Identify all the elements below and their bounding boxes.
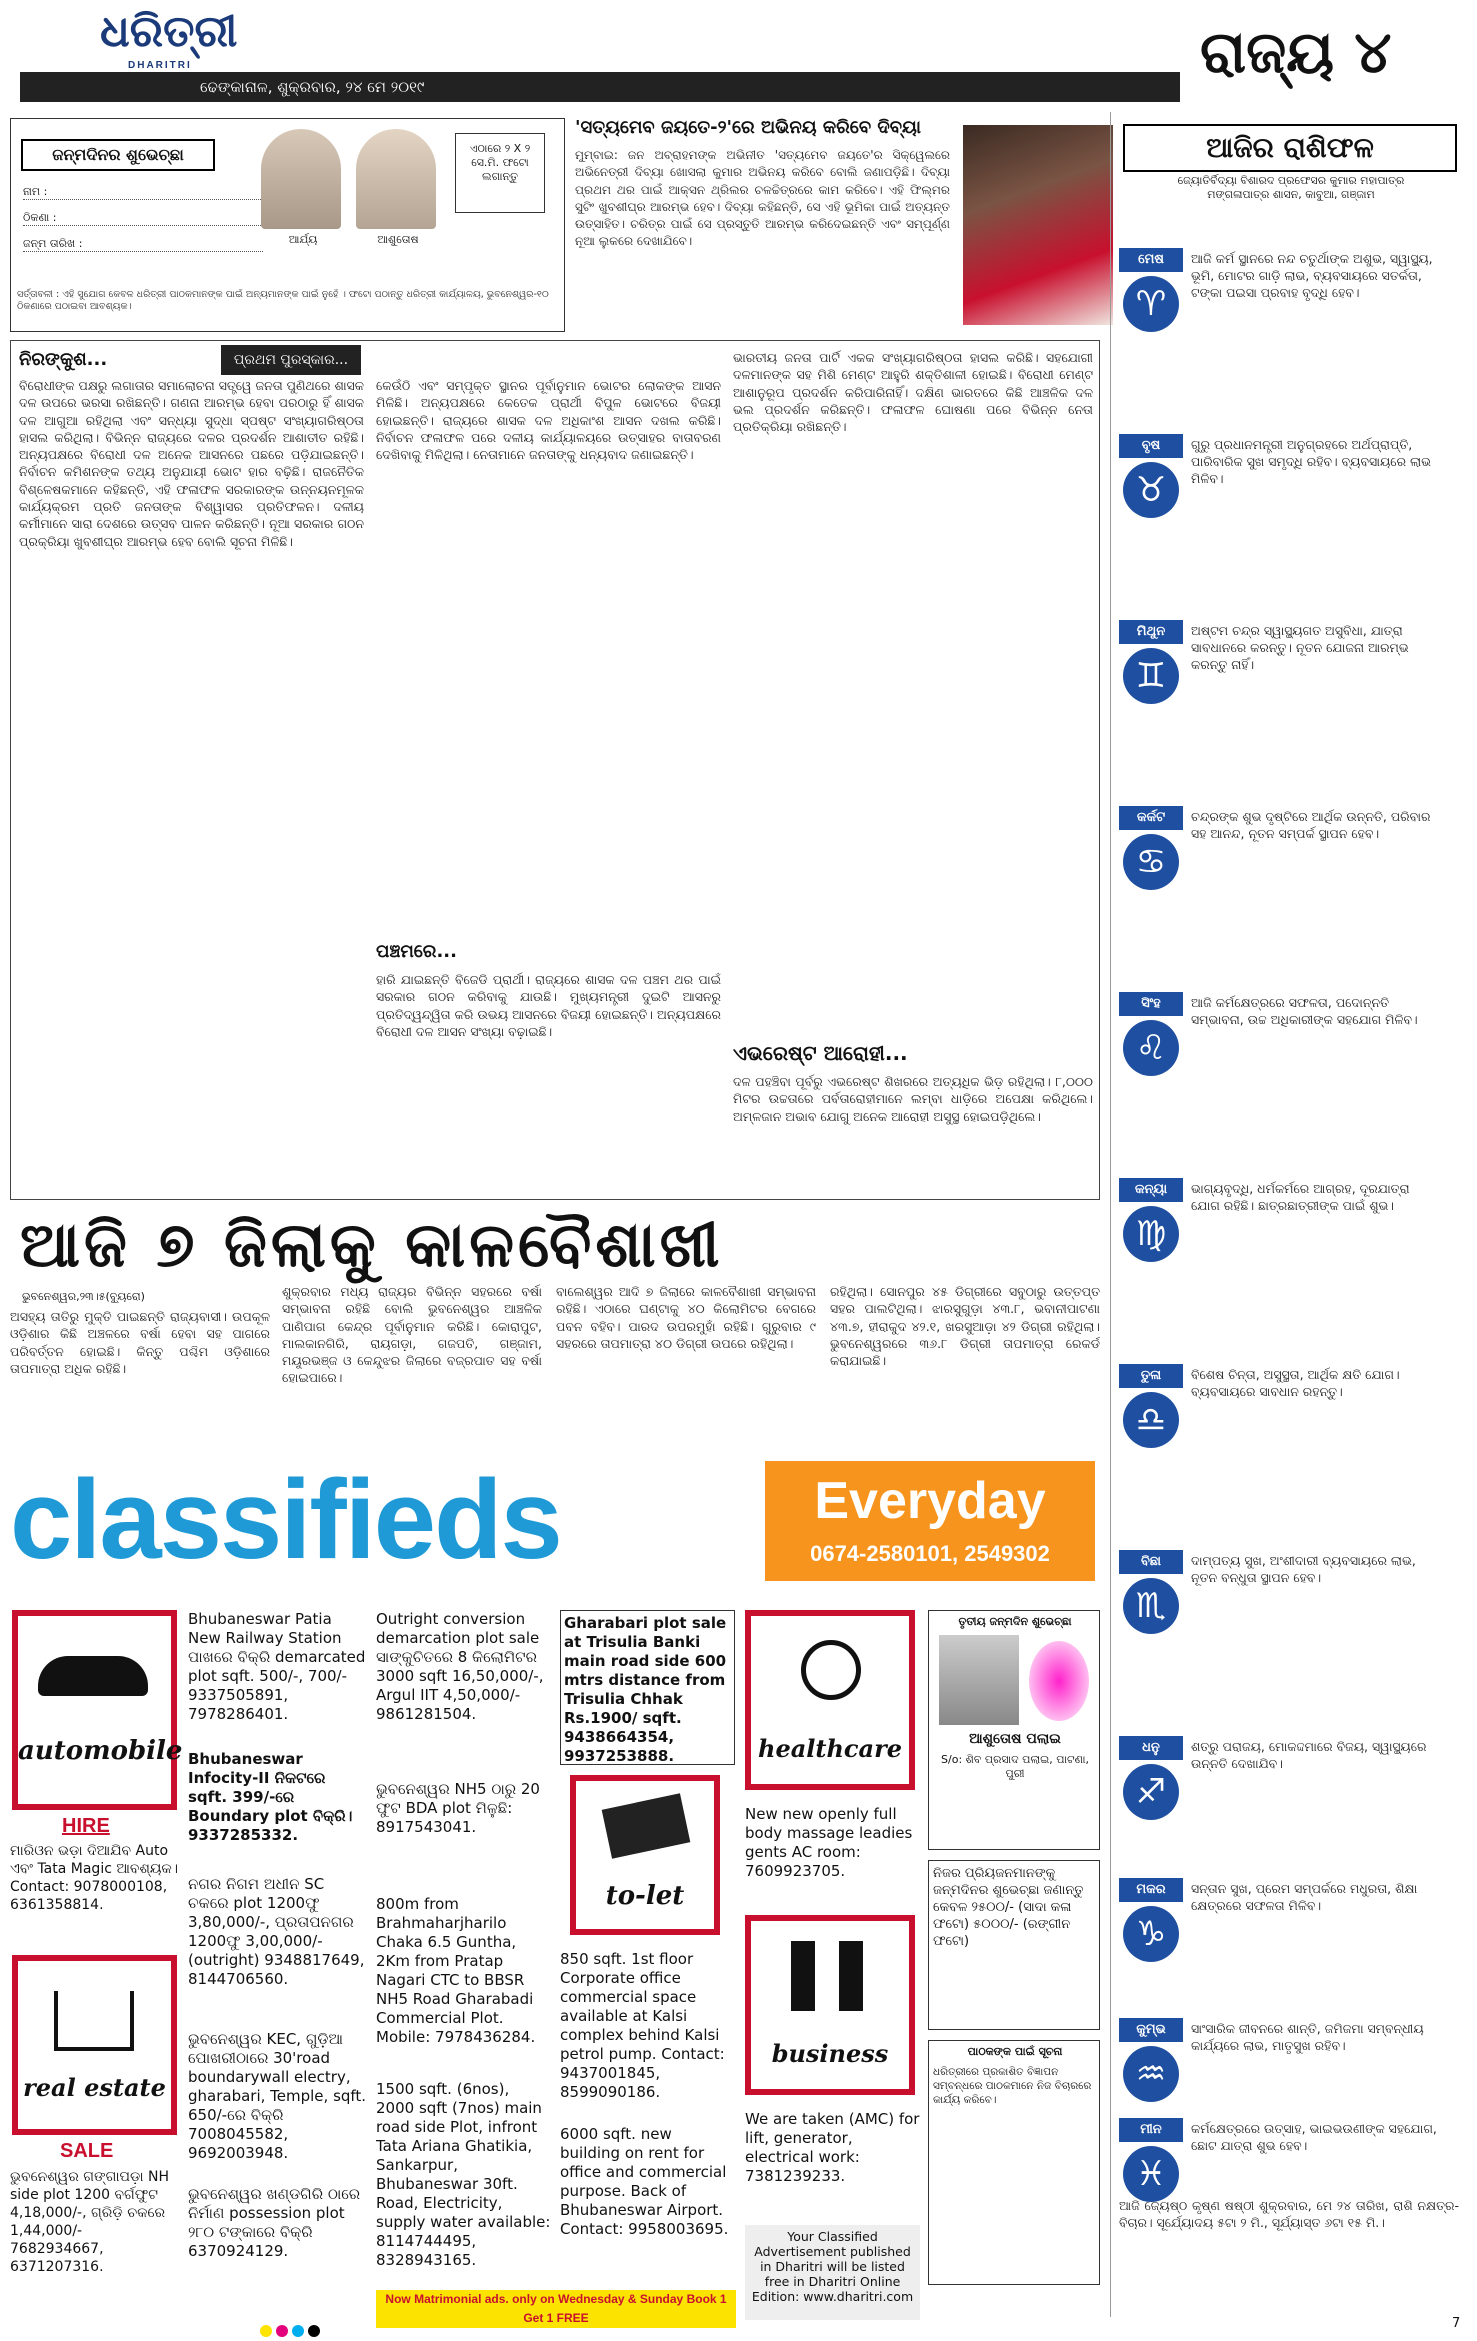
classified-ad: Gharabari plot sale at Trisulia Banki main road side 600 mtrs distance from Trisulia Chhak Rs.1900/ sqft. 9438664354, 9937253888. [560, 1610, 735, 1765]
taurus-icon: ♉ [1123, 462, 1179, 518]
flower-icon [1029, 1641, 1089, 1721]
rashi-row-kanya [1111, 1172, 1441, 1272]
rashi-text: ବିଶେଷ ଚିନ୍ତା, ଅସୁସ୍ଥତା, ଆର୍ଥିକ କ୍ଷତି ଯୋଗ। ବ୍ୟବସାୟରେ ସାବଧାନ ରହନ୍ତୁ। [1191, 1367, 1400, 1399]
reader-notice-body: ଧରିତ୍ରୀରେ ପ୍ରକାଶିତ ବିଜ୍ଞାପନ ସମ୍ବନ୍ଧରେ ପାଠକମାନେ ନିଜ ବିଚାରରେ କାର୍ଯ୍ୟ କରିବେ। [933, 2066, 1092, 2106]
rashi-row-mesha [1111, 242, 1441, 342]
birthday-wish-card [928, 1610, 1100, 1850]
classified-col-6 [928, 1610, 1100, 2290]
kid-name-2: ଆଶୁତୋଷ [377, 233, 419, 246]
sale-label: SALE [60, 2140, 114, 2162]
actress-photo [963, 125, 1113, 325]
logo-subtext: DHARITRI [128, 60, 192, 71]
business-ad: We are taken (AMC) for lift, generator, electrical work: 7381239233. [745, 2110, 920, 2185]
wish-title: ତୃତୀୟ ଜନ୍ମଦିନ ଶୁଭେଚ୍ଛା [958, 1615, 1072, 1628]
birthday-form [10, 118, 565, 332]
business-people-icon [791, 1941, 871, 2011]
aquarius-icon: ♒ [1123, 2046, 1179, 2102]
virgo-icon: ♍ [1123, 1206, 1179, 1262]
classified-col-5 [745, 1610, 920, 2304]
rashi-row-bichha [1111, 1544, 1441, 1644]
business-badge [745, 1915, 915, 2095]
rashi-name: ବୃଷ [1119, 434, 1183, 458]
healthcare-badge [745, 1610, 915, 1790]
capricorn-icon: ♑ [1123, 1906, 1179, 1962]
rashi-name: ମକର [1119, 1878, 1183, 1902]
aries-icon: ♈ [1123, 276, 1179, 332]
rashi-row-mithuna [1111, 614, 1441, 714]
rashi-row-tula [1111, 1358, 1441, 1458]
news-col-2: କେଉଁଠି ଏବଂ ସମ୍ପୃକ୍ତ ସ୍ଥାନର ପୂର୍ବାନୁମାନ ଭୋଟର ଲୋକଙ୍କ ଆସନ ମିଳିଛି। ଅନ୍ୟପକ୍ଷରେ କେତେକ ପ୍ରାର୍ଥୀ ବିପୁଳ ଭୋଟରେ ବିଜୟୀ ହୋଇଛନ୍ତି। ରାଜ୍ୟରେ ଶାସକ ଦଳ ଅଧିକାଂଶ ଆସନ ଦଖଲ କରିଛି। ନିର୍ବାଚନ ଫଳାଫଳ ପରେ ଦଳୀୟ କାର୍ଯ୍ୟାଳୟରେ ଉତ୍ସାହର ବାତାବରଣ ଦେଖିବାକୁ ମିଳିଥିଲା। ନେତାମାନେ ଜନତାଙ୍କୁ ଧନ୍ୟବାଦ ଜଣାଇଛନ୍ତି। [376, 378, 721, 463]
business-label: business [771, 2039, 889, 2068]
rashifala-title: ଆଜିର ରାଶିଫଳ [1123, 124, 1457, 172]
house-icon [54, 1991, 134, 2051]
rashi-text: ଶତ୍ରୁ ପରାଜୟ, ମୋକଦ୍ଦମାରେ ବିଜୟ, ସ୍ୱାସ୍ଥ୍ୟରେ ଉନ୍ନତି ଦେଖାଯିବ। [1191, 1739, 1427, 1771]
kid-photo-1 [261, 129, 341, 229]
classifieds-banner [10, 1455, 1100, 1585]
healthcare-ad: New new openly full body massage leadies gents AC room: 7609923705. [745, 1805, 913, 1880]
panchamare-body: ହାରି ଯାଇଛନ୍ତି ବିଜେଡି ପ୍ରାର୍ଥୀ। ରାଜ୍ୟରେ ଶାସକ ଦଳ ପଞ୍ଚମ ଥର ପାଇଁ ସରକାର ଗଠନ କରିବାକୁ ଯାଉଛି। ମୁଖ୍ୟମନ୍ତ୍ରୀ ଦୁଇଟି ଆସନରୁ ପ୍ରତିଦ୍ୱନ୍ଦ୍ୱିତା କରି ଉଭୟ ଆସନରେ ବିଜୟୀ ହୋଇଛନ୍ତି। ଅନ୍ୟପକ୍ଷରେ ବିରୋଧୀ ଦଳ ଆସନ ସଂଖ୍ୟା ବଢ଼ାଇଛି। [376, 972, 721, 1039]
rashi-name: ବିଛା [1119, 1550, 1183, 1574]
film-body: ମୁମ୍ବାଇ: ଜନ ଅବ୍ରାହମଙ୍କ ଅଭିନୀତ 'ସତ୍ୟମେବ ଜୟତେ'ର ସିକ୍ୱେଲରେ ଅଭିନେତ୍ରୀ ଦିବ୍ୟା ଖୋସଲା କୁମାର ଅଭିନୟ କରିବେ ବୋଲି ଜଣାପଡ଼ିଛି। ଦିବ୍ୟା ପ୍ରଥମ ଥର ପାଇଁ ଆକ୍ସନ ଥ୍ରିଲର ଚଳଚ୍ଚିତ୍ରରେ କାମ କରିବେ। ଏହି ଫିଲ୍ମର ସୁଟିଂ ଖୁବଶୀଘ୍ର ଆରମ୍ଭ ହେବ। ଦିବ୍ୟା କହିଛନ୍ତି, ସେ ଏହି ଭୂମିକା ପାଇଁ ଅତ୍ୟନ୍ତ ଉତ୍ସାହିତ। ଚରିତ୍ର ପାଇଁ ସେ ପ୍ରସ୍ତୁତି ଆରମ୍ଭ କରିଦେଇଛନ୍ତି ଏବଂ ସମ୍ପୂର୍ଣ୍ଣ ନୂଆ ଲୁକରେ ଦେଖାଯିବେ। [575, 148, 950, 249]
rashi-text: ଅଷ୍ଟମ ଚନ୍ଦ୍ର ସ୍ୱାସ୍ଥ୍ୟଗତ ଅସୁବିଧା, ଯାତ୍ରା ସାବଧାନରେ କରନ୍ତୁ। ନୂତନ ଯୋଜନା ଆରମ୍ଭ କରନ୍ତୁ ନାହିଁ। [1191, 623, 1409, 672]
hire-label: HIRE [62, 1815, 110, 1837]
rashi-row-karkata [1111, 800, 1441, 900]
cancer-icon: ♋ [1123, 834, 1179, 890]
kicker-everest: ଏଭରେଷ୍ଟ ଆରୋହୀ... [733, 1041, 908, 1065]
classified-ad: Outright conversion demarcation plot sale ସାଙ୍କୁଚିତରେ 8 କିଲୋମିଟର 3000 sqft 16,50,000/-, Argul IIT 4,50,000/- 9861281504. [376, 1610, 544, 1723]
rashi-text: ଦାମ୍ପତ୍ୟ ସୁଖ, ଅଂଶୀଦାରୀ ବ୍ୟବସାୟରେ ଲାଭ, ନୂତନ ବନ୍ଧୁତା ସ୍ଥାପନ ହେବ। [1191, 1553, 1416, 1585]
classified-ad: ଭୁବନେଶ୍ୱର NH5 ଠାରୁ 20 ଫୁଟ BDA plot ମିଳୁଛି: 8917543041. [376, 1780, 540, 1836]
realestate-label: real estate [23, 2073, 166, 2102]
tolet-sign-icon [602, 1793, 691, 1859]
rashifala-panel [1110, 112, 1468, 2317]
reader-notice-title: ପାଠକଙ୍କ ପାଇଁ ସୂଚନା [967, 2045, 1063, 2058]
classified-ad: Bhubaneswar Infocity-II ନିକଟରେ sqft. 399/-ରେ Boundary plot ବିକ୍ରି। 9337285332. [188, 1750, 353, 1844]
tolet-label: to-let [605, 1881, 685, 1911]
libra-icon: ♎ [1123, 1392, 1179, 1448]
weather-col-2: ଶୁକ୍ରବାର ମଧ୍ୟ ରାଜ୍ୟର ବିଭିନ୍ନ ସହରରେ ବର୍ଷା ସମ୍ଭାବନା ରହିଛି ବୋଲି ଭୁବନେଶ୍ୱର ଆଞ୍ଚଳିକ ପାଣିପାଗ କେନ୍ଦ୍ର ପୂର୍ବାନୁମାନ କରିଛି। କୋରାପୁଟ, ମାଲକାନଗିରି, ରାୟଗଡ଼ା, ଗଜପତି, ଗଞ୍ଜାମ, ମୟୂରଭଞ୍ଜ ଓ କେନ୍ଦୁଝର ଜିଲାରେ ବଜ୍ରପାତ ସହ ବର୍ଷା ହୋଇପାରେ। [282, 1284, 542, 1386]
rashi-name: ମିଥୁନ [1119, 620, 1183, 644]
news-col-3: ଭାରତୀୟ ଜନତା ପାର୍ଟି ଏକକ ସଂଖ୍ୟାଗରିଷ୍ଠତା ହାସଲ କରିଛି। ସହଯୋଗୀ ଦଳମାନଙ୍କ ସହ ମିଶି ମେଣ୍ଟ ଆହୁରି ଶକ୍ତିଶାଳୀ ହୋଇଛି। ବିରୋଧୀ ମେଣ୍ଟ ଆଶାନୁରୂପ ପ୍ରଦର୍ଶନ କରିପାରିନାହିଁ। ଦକ୍ଷିଣ ଭାରତରେ କିଛି ଆଞ୍ଚଳିକ ଦଳ ଭଲ ପ୍ରଦର୍ଶନ କରିଛନ୍ତି। ଫଳାଫଳ ଘୋଷଣା ପରେ ବିଭିନ୍ନ ନେତା ପ୍ରତିକ୍ରିୟା ରଖିଛନ୍ତି। [733, 350, 1093, 435]
classified-ad: 6000 sqft. new building on rent for office and commercial purpose. Back of Bhubaneswar Airport. Contact: 9958003695. [560, 2125, 729, 2238]
kicker-nirankusha: ନିରଙ୍କୁଶ... [19, 349, 108, 370]
classified-ad: 1500 sqft. (6nos), 2000 sqft (7nos) main road side Plot, infront Tata Ariana Ghatikia, Sankarpur, Bhubaneswar 30ft. Road, Electricity, supply water available: 8114744495, 8328943165. [376, 2080, 551, 2269]
classifieds-phone: 0674-2580101, 2549302 [810, 1541, 1050, 1566]
rashi-text: ଆଜି କର୍ମ ସ୍ଥାନରେ ନନ୍ଦ ଚତୁର୍ଥାଙ୍କ ଅଶୁଭ, ସ୍ୱାସ୍ଥ୍ୟ, ଭୂମି, ମୋଟର ଗାଡ଼ି ଲାଭ, ବ୍ୟବସାୟରେ ସତର୍କତା, ଟଙ୍କା ପଇସା ପ୍ରବାହ ବୃଦ୍ଧି ହେବ। [1191, 251, 1433, 300]
rashi-row-brusha [1111, 428, 1441, 528]
headline-dateline: ଭୁବନେଶ୍ୱର,୨୩।୫(ବ୍ୟୁରୋ) [22, 1290, 145, 1303]
field-name: ନାମ : [23, 185, 263, 200]
automobile-ad: ମାରିଓନ ଭଡ଼ା ଦିଆଯିବ Auto ଏବଂ Tata Magic ଆବଶ୍ୟକ। Contact: 9078000108, 6361358814. [10, 1843, 179, 1913]
classifieds-title: classifieds [10, 1457, 561, 1582]
rashi-row-dhanu [1111, 1730, 1441, 1830]
rashi-text: ଆଜି କର୍ମକ୍ଷେତ୍ରରେ ସଫଳତା, ପଦୋନ୍ନତି ସମ୍ଭାବନା, ଉଚ୍ଚ ଅଧିକାରୀଙ୍କ ସହଯୋଗ ମିଳିବ। [1191, 995, 1418, 1027]
classified-ad: 800m from Brahmaharjharilo Chaka 6.5 Guntha, 2Km from Pratap Nagari CTC to BBSR NH5 Road Gharabadi Commercial Plot. Mobile: 7978436284. [376, 1895, 536, 2046]
kid-photo-2 [356, 129, 436, 229]
kid-name-1: ଆର୍ଯ୍ୟ [288, 233, 318, 246]
rashifala-subtitle: ଜ୍ୟୋତିର୍ବିଦ୍ୟା ବିଶାରଦ ପ୍ରଫେସର କୁମାର ମହାପାତ୍ର ମଙ୍ଗଳାପାତ୍ର ଶାସନ, କାବୁଆ, ଗଞ୍ଜାମ [1177, 174, 1405, 201]
rashi-text: ଚନ୍ଦ୍ରଙ୍କ ଶୁଭ ଦୃଷ୍ଟିରେ ଆର୍ଥିକ ଉନ୍ନତି, ପରିବାର ସହ ଆନନ୍ଦ, ନୂତନ ସମ୍ପର୍କ ସ୍ଥାପନ ହେବ। [1191, 809, 1431, 841]
rashi-name: ସିଂହ [1119, 992, 1183, 1016]
film-story [575, 115, 1120, 330]
dateline: ଢେଙ୍କାନାଳ, ଶୁକ୍ରବାର, ୨୪ ମେ ୨୦୧୯ [20, 72, 1180, 102]
rashi-row-kumbha [1111, 2012, 1441, 2112]
rashi-text: ଗୁରୁ ପ୍ରଧାନମନ୍ତ୍ରୀ ଅନୁଗ୍ରହରେ ଅର୍ଥପ୍ରାପ୍ତି, ପାରିବାରିକ ସୁଖ ସମୃଦ୍ଧି ରହିବ। ବ୍ୟବସାୟରେ ଲାଭ ମିଳିବ। [1191, 437, 1431, 486]
rashi-row-makara [1111, 1872, 1441, 1972]
realestate-badge [12, 1955, 177, 2135]
film-headline: 'ସତ୍ୟମେବ ଜୟତେ-୨'ରେ ଅଭିନୟ କରିବେ ଦିବ୍ୟା [575, 117, 921, 138]
weather-col-1: ଅସହ୍ୟ ତାତିରୁ ମୁକ୍ତି ପାଇଛନ୍ତି ରାଜ୍ୟବାସୀ। ଉପକୂଳ ଓଡ଼ିଶାର କିଛି ଅଞ୍ଚଳରେ ବର୍ଷା ହେବା ସହ ପାଗରେ ପରିବର୍ତ୍ତନ ହୋଇଛି। କିନ୍ତୁ ପଶ୍ଚିମ ଓଡ଼ିଶାରେ ତାପମାତ୍ରା ଅଧିକ ରହିଛି। [10, 1309, 270, 1376]
everest-body: ଦଳ ପହଞ୍ଚିବା ପୂର୍ବରୁ ଏଭରେଷ୍ଟ ଶିଖରରେ ଅତ୍ୟଧିକ ଭିଡ଼ ରହିଥିଲା। ୮,୦୦୦ ମିଟର ଉଚ୍ଚତାରେ ପର୍ବତାରୋହୀମାନେ ଲମ୍ବା ଧାଡ଼ିରେ ଅପେକ୍ଷା କରିଥିଲେ। ଅମ୍ଳଜାନ ଅଭାବ ଯୋଗୁ ଅନେକ ଆରୋହୀ ଅସୁସ୍ଥ ହୋଇପଡ଼ିଥିଲେ। [733, 1074, 1093, 1124]
stethoscope-icon [801, 1640, 861, 1700]
car-icon [38, 1656, 148, 1696]
weather-col-3: ବାଲେଶ୍ୱର ଆଦି ୭ ଜିଲାରେ କାଳବୈଶାଖୀ ସମ୍ଭାବନା ରହିଛି। ଏଠାରେ ଘଣ୍ଟାକୁ ୪୦ କିଲୋମିଟର ବେଗରେ ପବନ ବହିବ। ପାରଦ ଉପରମୁହାଁ ରହିଛି। ଗୁରୁବାର ୯ ସହରରେ ତାପମାତ୍ରା ୪୦ ଡିଗ୍ରୀ ଉପରେ ରହିଥିଲା। [556, 1284, 816, 1351]
rashi-name: ମେଷ [1119, 248, 1183, 272]
reader-notice [928, 2040, 1100, 2285]
rashi-name: ତୁଳା [1119, 1364, 1183, 1388]
rashi-name: ମୀନ [1119, 2118, 1183, 2142]
realestate-ad: ଭୁବନେଶ୍ୱର ଗଙ୍ଗାପଡ଼ା NH side plot 1200 ବର୍ଗଫୁଟ 4,18,000/-, ଗ୍ରିଡ଼ି ଚକରେ 1,44,000/- 7682934667, 6371207316. [10, 2169, 170, 2275]
kicker-panchamare: ପଞ୍ଚମରେ... [376, 941, 457, 962]
main-news [10, 340, 1100, 1200]
rashi-text: ସାଂସାରିକ ଜୀବନରେ ଶାନ୍ତି, ଜମିଜମା ସମ୍ବନ୍ଧୀୟ କାର୍ଯ୍ୟରେ ଲାଭ, ମାତୃସୁଖ ରହିବ। [1191, 2021, 1424, 2053]
wish-photo [939, 1635, 1019, 1725]
news-col-1: ବିରୋଧୀଙ୍କ ପକ୍ଷରୁ ଲଗାତାର ସମାଲୋଚନା ସତ୍ତ୍ୱେ ଜନତା ପୁଣିଥରେ ଶାସକ ଦଳ ଉପରେ ଭରସା ରଖିଛନ୍ତି। ଗଣନା ଆରମ୍ଭ ହେବା ପରଠାରୁ ହିଁ ଶାସକ ଦଳ ଆଗୁଆ ରହିଥିଲା ଏବଂ ସନ୍ଧ୍ୟା ସୁଦ୍ଧା ସ୍ପଷ୍ଟ ସଂଖ୍ୟାଗରିଷ୍ଠତା ହାସଲ କରିଥିଲା। ବିଭିନ୍ନ ରାଜ୍ୟରେ ଦଳର ପ୍ରଦର୍ଶନ ଆଶାତୀତ ରହିଛି। ଅନ୍ୟପକ୍ଷରେ ବିରୋଧୀ ଦଳ ଅନେକ ଆସନରେ ପଛରେ ପଡ଼ିଯାଇଛନ୍ତି। ନିର୍ବାଚନ କମିଶନଙ୍କ ତଥ୍ୟ ଅନୁଯାୟୀ ଭୋଟ ହାର ବଢ଼ିଛି। ରାଜନୈତିକ ବିଶ୍ଳେଷକମାନେ କହିଛନ୍ତି, ଏହି ଫଳାଫଳ ସରକାରଙ୍କ ଉନ୍ନୟନମୂଳକ କାର୍ଯ୍ୟକ୍ରମ ପ୍ରତି ଜନତାଙ୍କ ବିଶ୍ୱାସର ପ୍ରତିଫଳନ। ଦଳୀୟ କର୍ମୀମାନେ ସାରା ଦେଶରେ ଉତ୍ସବ ପାଳନ କରିଛନ୍ତି। ନୂଆ ସରକାର ଗଠନ ପ୍ରକ୍ରିୟା ଖୁବଶୀଘ୍ର ଆରମ୍ଭ ହେବ ବୋଲି ସୂଚନା ମିଳିଛି। [19, 378, 364, 549]
dharitri-logo: ଧରିତ୍ରୀ [100, 6, 238, 57]
sagittarius-icon: ♐ [1123, 1764, 1179, 1820]
rashi-text: ସନ୍ତାନ ସୁଖ, ପ୍ରେମ ସମ୍ପର୍କରେ ମଧୁରତା, ଶିକ୍ଷା କ୍ଷେତ୍ରରେ ସଫଳତା ମିଳିବ। [1191, 1881, 1418, 1913]
automobile-label: automobile [18, 1736, 183, 1766]
birthday-footnote: ସର୍ତ୍ତାବଳୀ : ଏହି ସୁଯୋଗ କେବଳ ଧରିତ୍ରୀ ପାଠକମାନଙ୍କ ପାଇଁ ଅନ୍ୟମାନଙ୍କ ପାଇଁ ନୁହେଁ । ଫଟୋ ପଠାନ୍ତୁ ଧରିତ୍ରୀ କାର୍ଯ୍ୟାଳୟ, ଭୁବନେଶ୍ୱର-୧୦ ଠିକଣାରେ ପଠାଇବା ଆବଶ୍ୟକ। [17, 289, 549, 312]
wish-detail: S/o: ଶିବ ପ୍ରସାଦ ପଲାଇ, ପାଟଣା, ପୁରୀ [941, 1753, 1089, 1780]
pisces-icon: ♓ [1123, 2146, 1179, 2202]
rashi-name: କର୍କଟ [1119, 806, 1183, 830]
big-headline: ଆଜି ୭ ଜିଲାକୁ କାଳବୈଶାଖୀ [20, 1208, 724, 1281]
rate-box: ନିଜର ପ୍ରିୟଜନମାନଙ୍କୁ ଜନ୍ମଦିନର ଶୁଭେଚ୍ଛା ଜଣାନ୍ତୁ କେବଳ ୨୫୦୦/- (ସାଦା କଳା ଫଟୋ) ୫୦୦୦/- (ରଙ୍ଗୀନ ଫଟୋ) [928, 1860, 1100, 2030]
field-dob: ଜନ୍ମ ତାରିଖ : [23, 237, 263, 252]
rashi-name: କୁମ୍ଭ [1119, 2018, 1183, 2042]
rashi-text: କର୍ମକ୍ଷେତ୍ରରେ ଉତ୍ସାହ, ଭାଇଭଉଣୀଙ୍କ ସହଯୋଗ, ଛୋଟ ଯାତ୍ରା ଶୁଭ ହେବ। [1191, 2121, 1437, 2153]
section-title: ରାଜ୍ୟ ୪ [1200, 18, 1392, 86]
pratham-tag: ପ୍ରଥମ ପୁରସ୍କାର... [221, 345, 361, 375]
classified-ad: ଭୁବନେଶ୍ୱର ଖଣ୍ଡଗିରି ଠାରେ ନିର୍ମାଣ possession plot ୨୮୦ ଟଙ୍କାରେ ବିକ୍ରି 6370924129. [188, 2185, 361, 2260]
rashi-name: ଧନୁ [1119, 1736, 1183, 1760]
matrimonial-strip: Now Matrimonial ads. only on Wednesday & Sunday Book 1 Get 1 FREE [376, 2290, 736, 2328]
classified-ad: Bhubaneswar Patia New Railway Station ପାଖରେ ବିକ୍ରି demarcated plot sqft. 500/-, 700/- 9337505891, 7978286401. [188, 1610, 366, 1723]
rashi-row-simha [1111, 986, 1441, 1086]
tolet-badge [570, 1775, 720, 1935]
classified-col-4 [560, 1610, 735, 2290]
classified-col-3 [376, 1610, 551, 2290]
classified-col-2 [188, 1610, 368, 2290]
color-registration-marks [260, 2322, 324, 2341]
rashi-name: କନ୍ୟା [1119, 1178, 1183, 1202]
automobile-badge [12, 1610, 183, 1810]
birthday-title: ଜନ୍ମଦିନର ଶୁଭେଚ୍ଛା [21, 139, 215, 171]
scorpio-icon: ♏ [1123, 1578, 1179, 1634]
rashi-text: ଭାଗ୍ୟବୃଦ୍ଧି, ଧର୍ମକର୍ମରେ ଆଗ୍ରହ, ଦୂରଯାତ୍ରା ଯୋଗ ରହିଛି। ଛାତ୍ରଛାତ୍ରୀଙ୍କ ପାଇଁ ଶୁଭ। [1191, 1181, 1410, 1213]
page-number: 7 [1452, 2316, 1461, 2331]
everyday-label: Everyday [814, 1472, 1046, 1530]
healthcare-label: healthcare [758, 1734, 902, 1763]
wish-name: ଆଶୁତୋଷ ପଲାଇ [969, 1731, 1061, 1747]
online-note: Your Classified Advertisement published in Dharitri will be listed free in Dharitri Online Edition: www.dharitri.com [745, 2225, 920, 2320]
everyday-box [765, 1461, 1095, 1581]
photo-placeholder: ଏଠାରେ ୨ X ୨ ସେ.ମି. ଫଟୋ ଲଗାନ୍ତୁ [455, 133, 545, 213]
classified-ad: 850 sqft. 1st floor Corporate office commercial space available at Kalsi complex behind Kalsi petrol pump. Contact: 9437001845, 8599090186. [560, 1950, 725, 2101]
gemini-icon: ♊ [1123, 648, 1179, 704]
leo-icon: ♌ [1123, 1020, 1179, 1076]
classified-ad: ନଗର ନିଗମ ଅଧୀନ SC ଚକରେ plot 1200ଫୁ 3,80,000/-, ପ୍ରତାପନଗର 1200ଫୁ 3,00,000/- (outright) 9348817649, 8144706560. [188, 1875, 365, 1988]
panjika: ଆଜି ଜ୍ୟେଷ୍ଠ କୃଷ୍ଣ ଷଷ୍ଠୀ ଶୁକ୍ରବାର, ମେ ୨୪ ତାରିଖ, ରାଶି ନକ୍ଷତ୍ର-ବିଚାର। ସୂର୍ଯ୍ୟୋଦୟ ୫ଟା ୨ ମି., ସୂର୍ଯ୍ୟାସ୍ତ ୬ଟା ୧୫ ମି.। [1119, 2198, 1459, 2231]
weather-col-4: ରହିଥିଲା। ସୋନପୁର ୪୫ ଡିଗ୍ରୀରେ ସବୁଠାରୁ ଉତ୍ତପ୍ତ ସହର ପାଲଟିଥିଲା। ଝାରସୁଗୁଡ଼ା ୪୩.୮, ଭବାନୀପାଟଣା ୪୩.୭, ହୀରାକୁଦ ୪୨.୧, ଖରସୁଆଡ଼ା ୪୨ ଡିଗ୍ରୀ ରହିଥିଲା। ଭୁବନେଶ୍ୱରରେ ୩୬.୮ ଡିଗ୍ରୀ ତାପମାତ୍ରା ରେକର୍ଡ କରାଯାଇଛି। [830, 1284, 1100, 1369]
masthead [0, 0, 1477, 112]
classified-ad: ଭୁବନେଶ୍ୱର KEC, ଗୁଡ଼ିଆ ପୋଖରୀଠାରେ 30'road boundarywall electry, gharabari, Temple, sqft. 650/-ରେ ବିକ୍ରି 7008045582, 9692003948. [188, 2030, 367, 2162]
field-address: ଠିକଣା : [23, 211, 263, 226]
